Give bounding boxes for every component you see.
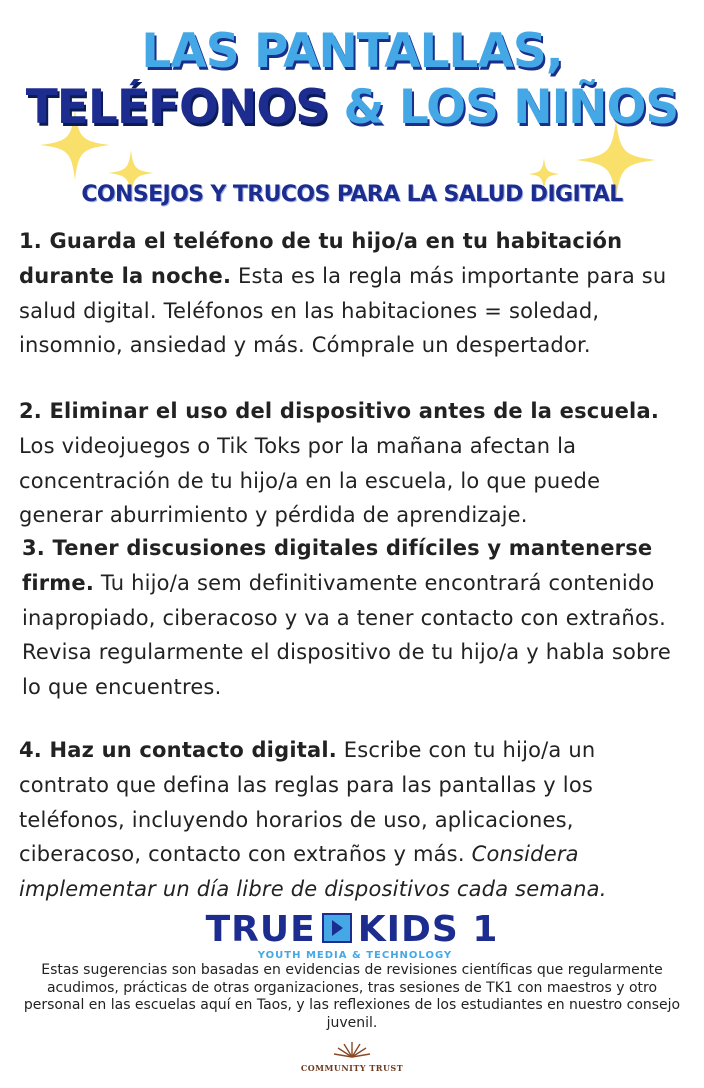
tip-4-italic-text: Considera implementar un día libre de dispositivos cada semana. — [19, 842, 607, 902]
community-trust-logo — [0, 1040, 704, 1073]
tip-3-heading: 3. Tener discusiones digitales difíciles y mantenerse firme. — [22, 536, 653, 595]
page-subtitle: CONSEJOS Y TRUCOS PARA LA SALUD DIGITAL — [81, 182, 623, 207]
community-trust-name: COMMUNITY TRUST — [300, 1063, 404, 1073]
tip-2-text: Los videojuegos o Tik Toks por la mañana afectan la concentración de tu hijo/a en la escuela, lo que puede generar aburrimiento y pérdida de aprendizaje. — [19, 433, 601, 528]
disclaimer-text: Estas sugerencias son basadas en evidencias de revisiones científicas que regularmente acudimos, prácticas de otras organizaciones, tras sesiones de TK1 con maestros y otro personal en las escuelas aquí en Taos, y las reflexiones de los estudiantes en nuestro consejo juvenil. — [23, 962, 681, 1031]
tip-3 — [22, 531, 682, 705]
logo-word-kids: KIDS 1 — [357, 909, 499, 950]
true-kids-logo — [0, 910, 704, 950]
sun-rays-icon — [330, 1040, 374, 1058]
tip-2-heading: 2. Eliminar el uso del dispositivo antes de la escuela. — [19, 399, 659, 423]
tip-4-heading: 4. Haz un contacto digital. — [19, 738, 337, 762]
page-title-line2 — [0, 80, 704, 136]
page-title-line1: LAS PANTALLAS, — [141, 24, 563, 79]
title-word-telefonos: TELÉFONOS — [25, 80, 329, 135]
tip-1-heading: 1. Guarda el teléfono de tu hijo/a en tu habitación durante la noche. — [19, 229, 623, 288]
tip-2 — [19, 394, 689, 533]
tip-4-text: Escribe con tu hijo/a un contrato que defina las reglas para las pantallas y los teléfonos, incluyendo horarios de uso, aplicaciones, ciberacoso, contacto con extraños y más. — [19, 738, 596, 867]
tip-4 — [19, 733, 689, 907]
tip-3-text: Tu hijo/a sem definitivamente encontrará contenido inapropiado, ciberacoso y va a tener contacto con extraños. Revisa regularmente el dispositivo de tu hijo/a y habla sobre lo que encuentres. — [22, 570, 672, 700]
play-box-icon — [322, 913, 352, 943]
tip-1 — [19, 224, 689, 363]
title-words-los-ninos: & LOS NIÑOS — [343, 80, 679, 135]
logo-word-true: TRUE — [205, 909, 316, 950]
logo-tagline: YOUTH MEDIA & TECHNOLOGY — [257, 950, 453, 961]
tip-1-text: Esta es la regla más importante para su salud digital. Teléfonos en las habitaciones = soledad, insomnio, ansiedad y más. Cómprale un despertador. — [19, 263, 667, 358]
